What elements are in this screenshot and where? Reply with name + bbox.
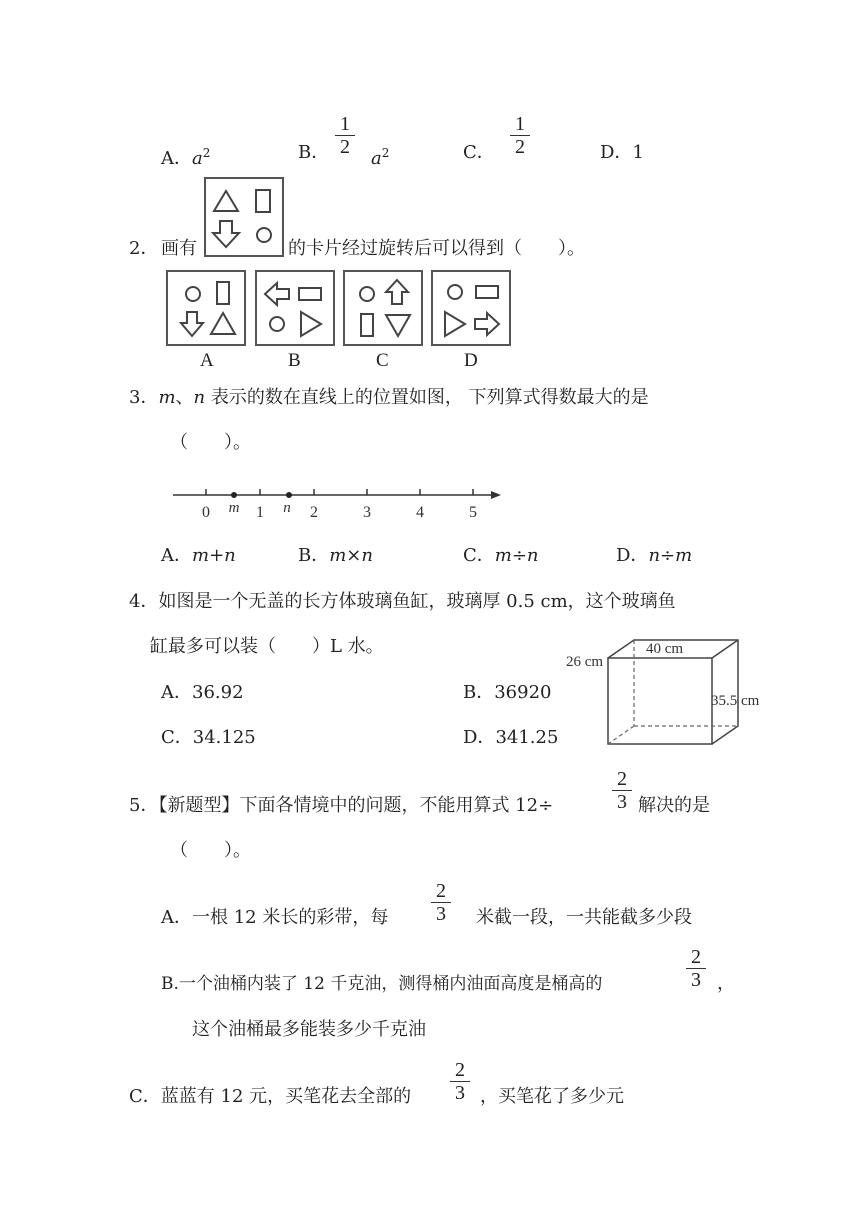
circle-icon — [270, 317, 284, 331]
q1-option-c-letter: C． — [463, 142, 495, 163]
q4-line2: 缸最多可以装（ ）L 水。 — [150, 636, 384, 657]
point-m-label: m — [228, 500, 240, 516]
fish-tank-figure — [560, 636, 785, 751]
q1-option-b-fraction — [335, 114, 355, 157]
option-letter: B． — [463, 682, 495, 703]
q1-option-b-letter: B． — [298, 142, 330, 163]
q5-option-a-fraction — [431, 881, 451, 924]
denominator: 3 — [691, 969, 701, 991]
option-letter: B． — [298, 545, 330, 566]
q3-option-c — [463, 545, 539, 567]
denominator: 3 — [455, 1082, 465, 1104]
circle-icon — [186, 287, 200, 301]
option-letter: D． — [463, 727, 496, 748]
q3-option-a — [161, 545, 236, 567]
q3-option-d — [616, 545, 692, 567]
q1-option-d — [600, 142, 644, 164]
denominator: 3 — [617, 791, 627, 813]
q2-source-card — [204, 177, 284, 257]
triangle-icon — [445, 312, 465, 336]
q3-stem — [129, 387, 649, 409]
q5-option-c-fraction — [450, 1060, 470, 1103]
numerator: 2 — [436, 880, 446, 902]
arrow-icon — [491, 491, 501, 499]
q1-option-a — [161, 142, 210, 170]
rectangle-icon — [299, 288, 321, 300]
option-letter: A． — [161, 545, 192, 566]
tick-label: 1 — [256, 504, 264, 521]
q2-card-b — [255, 270, 335, 346]
q2-text-after: 的卡片经过旋转后可以得到（ ）。 — [288, 238, 585, 259]
expr: n÷m — [648, 545, 693, 566]
q3-paren: （ ）。 — [170, 432, 251, 453]
arrow-right-icon — [475, 313, 499, 335]
q5-option-b-before: B.一个油桶内装了 12 千克油，测得桶内油面高度是桶高的 — [161, 974, 603, 994]
arrow-down-icon — [181, 312, 203, 336]
q5-paren: （ ）。 — [170, 840, 251, 861]
value: 36.92 — [192, 682, 244, 703]
numerator: 2 — [691, 946, 701, 968]
point-n-label: n — [283, 500, 291, 516]
q2-card-c — [343, 270, 423, 346]
rectangle-icon — [361, 314, 373, 336]
value: 34.125 — [192, 727, 256, 748]
triangle-icon — [301, 312, 321, 336]
option-letter: C． — [161, 727, 193, 748]
expr: m×n — [329, 545, 373, 566]
q4-line1 — [129, 591, 676, 613]
dim-length: 40 cm — [646, 641, 684, 657]
option-letter: C． — [463, 545, 495, 566]
expr: m÷n — [494, 545, 539, 566]
value: 36920 — [494, 682, 552, 703]
rectangle-icon — [476, 286, 498, 298]
rectangle-icon — [256, 190, 270, 212]
circle-icon — [257, 228, 271, 242]
dim-depth: 26 cm — [566, 654, 604, 670]
circle-icon — [360, 287, 374, 301]
q1-option-b-expr — [371, 142, 389, 170]
triangle-icon — [214, 191, 238, 211]
q2-card-d — [431, 270, 511, 346]
numerator: 1 — [515, 113, 525, 135]
q2-label-b: B — [288, 350, 301, 371]
var-n: n — [193, 387, 206, 408]
q5-stem — [129, 795, 553, 817]
point-n — [286, 492, 292, 498]
q1-option-c-fraction — [510, 114, 530, 157]
tick-label: 0 — [202, 504, 210, 521]
denominator: 2 — [515, 136, 525, 158]
q3-number: 3． — [129, 387, 159, 408]
var-m: m — [158, 387, 176, 408]
q4-option-b — [463, 682, 552, 704]
q2-label-d: D — [464, 350, 478, 371]
option-letter: A． — [161, 682, 192, 703]
q3-text: 表示的数在直线上的位置如图， 下列算式得数最大的是 — [205, 387, 649, 408]
q4-option-c — [161, 727, 256, 749]
tick-label: 2 — [310, 504, 318, 521]
option-letter: D． — [600, 142, 633, 163]
q5-stem-fraction — [612, 769, 632, 812]
q5-option-b-fraction — [686, 947, 706, 990]
triangle-icon — [211, 313, 235, 334]
expr: a — [371, 148, 382, 169]
denominator: 2 — [340, 136, 350, 158]
denominator: 3 — [436, 903, 446, 925]
q4-option-d — [463, 727, 558, 749]
q5-option-c-before: C．蓝蓝有 12 元，买笔花去全部的 — [129, 1086, 412, 1107]
q2-text-before: 画有 — [161, 238, 197, 259]
q5-option-a-before: A．一根 12 米长的彩带，每 — [161, 907, 389, 928]
separator: 、 — [175, 387, 194, 408]
q5-stem-after: 解决的是 — [638, 795, 710, 816]
arrow-up-icon — [386, 280, 408, 304]
q5-number: 5． — [129, 795, 159, 816]
front-face — [608, 658, 712, 744]
q5-option-b-after: ， — [717, 973, 735, 994]
option-letter: A． — [161, 148, 192, 169]
exponent: 2 — [202, 146, 211, 160]
dim-height: 35.5 cm — [711, 693, 760, 709]
exponent: 2 — [381, 146, 390, 160]
numerator: 1 — [340, 113, 350, 135]
rectangle-icon — [217, 282, 229, 304]
tick-label: 5 — [469, 504, 477, 521]
q4-option-a — [161, 682, 244, 704]
numerator: 2 — [617, 768, 627, 790]
q2-label-c: C — [376, 350, 389, 371]
number-line — [165, 480, 510, 525]
tick-label: 3 — [363, 504, 371, 521]
card-shapes — [206, 179, 284, 257]
q3-option-b — [298, 545, 373, 567]
q2-number: 2． — [129, 238, 159, 259]
option-letter: D． — [616, 545, 649, 566]
value: 1 — [632, 142, 644, 163]
triangle-icon — [386, 315, 410, 336]
q5-text: 【新题型】下面各情境中的问题，不能用算式 12÷ — [158, 795, 554, 816]
q4-number: 4． — [129, 591, 159, 612]
circle-icon — [448, 285, 462, 299]
value: 341.25 — [495, 727, 559, 748]
expr: m+n — [192, 545, 236, 566]
numerator: 2 — [455, 1059, 465, 1081]
arrow-left-icon — [265, 283, 289, 305]
arrow-down-icon — [213, 221, 239, 247]
expr: a — [192, 148, 203, 169]
q5-option-c-after: ，买笔花了多少元 — [480, 1086, 624, 1107]
q2-label-a: A — [200, 350, 214, 371]
q5-option-b-line2: 这个油桶最多能装多少千克油 — [192, 1019, 426, 1040]
q4-text: 如图是一个无盖的长方体玻璃鱼缸，玻璃厚 0.5 cm，这个玻璃鱼 — [158, 591, 676, 612]
point-m — [231, 492, 237, 498]
q2-card-a — [166, 270, 246, 346]
q5-option-a-after: 米截一段，一共能截多少段 — [476, 907, 692, 928]
tick-label: 4 — [416, 504, 424, 521]
